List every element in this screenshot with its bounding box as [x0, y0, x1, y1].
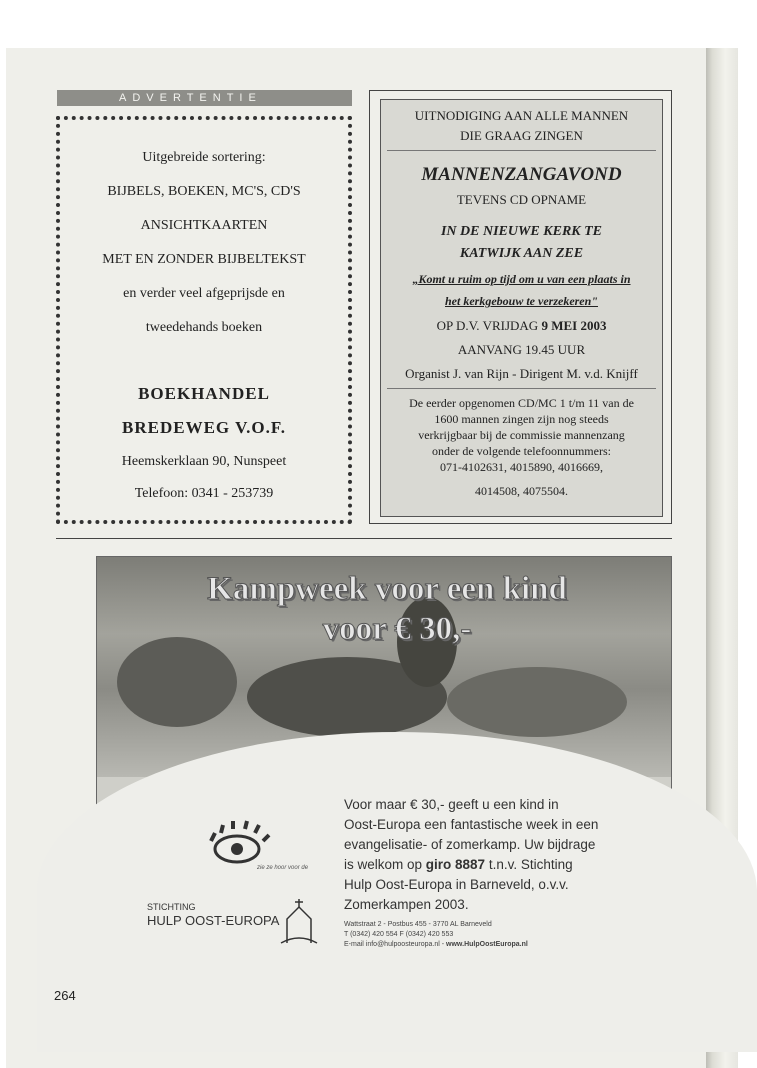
invite-line2: DIE GRAAG ZINGEN	[460, 128, 583, 143]
location-line2: KATWIJK AAN ZEE	[459, 246, 584, 261]
quote-line2: het kerkgebouw te verzekeren"	[445, 294, 598, 308]
info-line: onder de volgende telefoonnummers:	[432, 444, 611, 458]
event-date	[381, 318, 662, 334]
shop-phone: Telefoon: 0341 - 253739	[134, 486, 274, 501]
location-line1: IN DE NIEUWE KERK TE	[440, 224, 603, 239]
choir-advert	[369, 90, 672, 524]
address-line: Wattstraat 2 - Postbus 455 - 3770 AL Barneveld	[344, 921, 492, 928]
info-line: De eerder opgenomen CD/MC 1 t/m 11 van de	[409, 396, 634, 410]
ad-line: en verder veel afgeprijsde en	[123, 286, 285, 301]
event-start: AANVANG 19.45 UUR	[457, 342, 586, 357]
event-subtitle: TEVENS CD OPNAME	[456, 192, 587, 207]
section-divider	[56, 538, 672, 539]
org-name-block	[147, 902, 279, 928]
org-name: HULP OOST-EUROPA	[147, 913, 280, 928]
divider	[387, 150, 656, 151]
date-prefix: OP D.V. VRIJDAG	[436, 318, 542, 333]
body-line: Zomerkampen 2003.	[344, 897, 469, 912]
phone-line: T (0342) 420 554 F (0342) 420 553	[344, 931, 454, 938]
bookshop-advert	[56, 116, 352, 524]
contact-block	[344, 920, 644, 950]
shop-address: Heemskerklaan 90, Nunspeet	[121, 454, 287, 469]
musicians: Organist J. van Rijn - Dirigent M. v.d. Knijff	[405, 366, 638, 381]
body-line: evangelisatie- of zomerkamp. Uw bijdrage	[344, 837, 596, 852]
body-line: Hulp Oost-Europa in Barneveld, o.v.v.	[344, 877, 569, 892]
eye-logo-icon	[197, 819, 309, 879]
email-text: E-mail info@hulpoosteuropa.nl -	[344, 941, 447, 948]
event-title: MANNENZANGAVOND	[421, 164, 622, 185]
page-number: 264	[54, 988, 76, 1003]
choir-advert-inner	[380, 99, 663, 517]
ad-line: BIJBELS, BOEKEN, MC'S, CD'S	[107, 184, 301, 199]
body-line: Voor maar € 30,- geeft u een kind in	[344, 797, 559, 812]
info-line: 071-4102631, 4015890, 4016669,	[440, 460, 603, 474]
website-link: www.HulpOostEuropa.nl	[446, 941, 528, 948]
invite-line1: UITNODIGING AAN ALLE MANNEN	[414, 108, 629, 123]
info-line: 4014508, 4075504.	[475, 484, 568, 498]
logo-text: zie ze hoor voor de	[257, 865, 309, 871]
body-text-a: is welkom op	[344, 857, 426, 872]
body-text-c: t.n.v. Stichting	[485, 857, 573, 872]
org-small: STICHTING	[147, 902, 196, 912]
ad-line: Uitgebreide sortering:	[142, 150, 266, 165]
ad-line: MET EN ZONDER BIJBELTEKST	[102, 252, 306, 267]
info-line: 1600 mannen zingen zijn nog steeds	[434, 412, 609, 426]
photo-group	[117, 637, 237, 727]
photo-group	[447, 667, 627, 737]
church-icon	[279, 897, 319, 947]
campaign-body	[344, 795, 644, 915]
ad-line: tweedehands boeken	[145, 320, 263, 335]
campaign-advert	[96, 556, 672, 966]
advertentie-band: ADVERTENTIE	[57, 90, 352, 106]
email-line	[344, 940, 644, 950]
ad-line: ANSICHTKAARTEN	[140, 218, 268, 233]
body-line: Oost-Europa een fantastische week in een	[344, 817, 599, 832]
divider	[387, 388, 656, 389]
giro-number: giro 8887	[425, 857, 486, 872]
campaign-headline-2: voor € 30,-	[322, 611, 472, 647]
body-line	[344, 855, 644, 875]
date-bold: 9 MEI 2003	[541, 318, 607, 333]
shop-name-line2: BREDEWEG V.O.F.	[122, 418, 286, 437]
campaign-headline-1: Kampweek voor een kind	[207, 571, 567, 607]
quote-line1: „Komt u ruim op tijd om u van een plaats in	[412, 272, 631, 286]
info-line: verkrijgbaar bij de commissie mannenzang	[418, 428, 625, 442]
shop-name-line1: BOEKHANDEL	[138, 384, 270, 403]
